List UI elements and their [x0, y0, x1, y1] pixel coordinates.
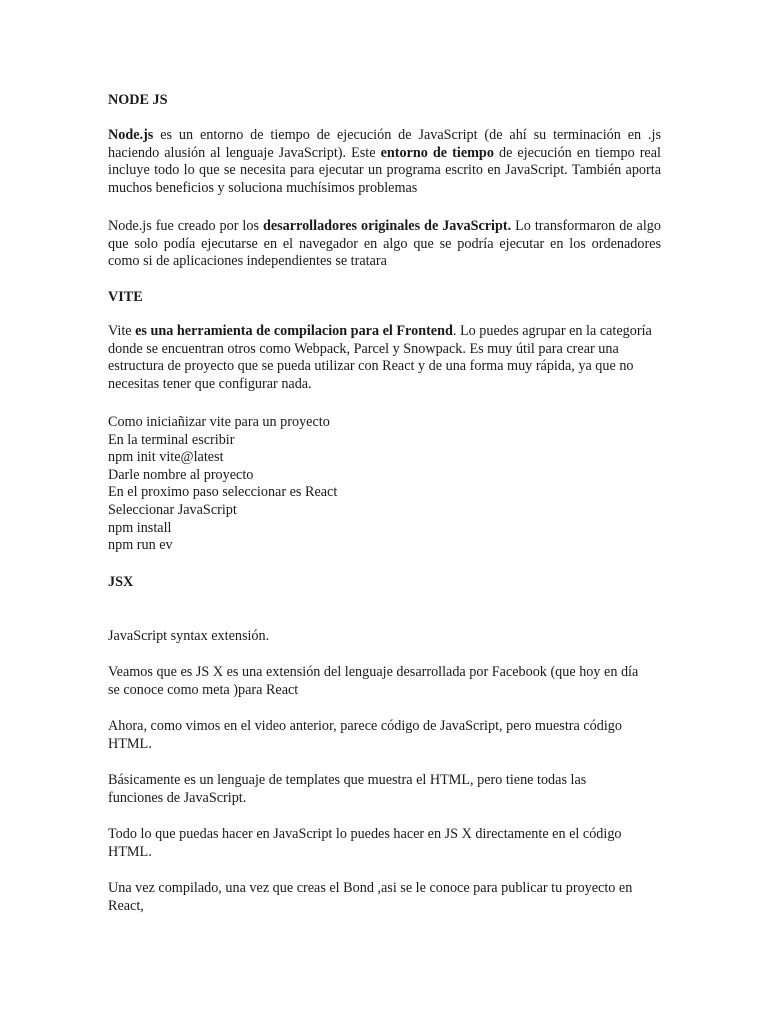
vite-step: En la terminal escribir: [108, 431, 235, 448]
paragraph-node-intro: [108, 127, 661, 197]
vite-step: npm init vite@latest: [108, 449, 224, 466]
paragraph-jsx-6: Una vez compilado, una vez que creas el Bond ,asi se le conoce para publicar tu proyecto en React,: [108, 880, 633, 914]
text-vite-intro-2: . Lo puedes agrupar en la categoría donde se encuentran otros como Webpack, Parcel y Snowpack. Es muy útil para crear una estructura de proyecto que se pueda utilizar con React y de una forma muy rápida, ya que no necesitas tener que configurar nada.: [108, 323, 652, 392]
paragraph-jsx-4: Básicamente es un lenguaje de templates que muestra el HTML, pero tiene todas las funciones de JavaScript.: [108, 772, 587, 806]
vite-steps-list: [108, 414, 661, 555]
heading-node-js: NODE JS: [108, 92, 168, 108]
text-node-intro-2: de ejecución en tiempo real incluye todo lo que se necesita para ejecutar un programa escrito en JavaScript. También aporta muchos beneficios y soluciona muchísimos problemas: [108, 144, 661, 196]
heading-jsx: JSX: [108, 574, 134, 590]
bold-desarrolladores: desarrolladores originales de JavaScript.: [262, 218, 512, 234]
paragraph-jsx-1: JavaScript syntax extensión.: [108, 628, 270, 644]
paragraph-jsx-5: Todo lo que puedas hacer en JavaScript lo puedes hacer en JS X directamente en el código HTML.: [108, 826, 622, 860]
document-page: [108, 0, 661, 1024]
text-vite-intro-1: Vite: [108, 323, 136, 339]
vite-step: Darle nombre al proyecto: [108, 466, 254, 483]
paragraph-node-origin: [108, 218, 661, 271]
text-node-origin-1: Node.js fue creado por los: [108, 218, 263, 234]
heading-vite: VITE: [108, 289, 143, 305]
vite-step: npm install: [108, 519, 172, 536]
bold-nodejs: Node.js: [108, 127, 154, 143]
paragraph-jsx-2: Veamos que es JS X es una extensión del lenguaje desarrollada por Facebook (que hoy en día se conoce como meta )para React: [108, 664, 639, 698]
vite-step: Como iniciañizar vite para un proyecto: [108, 414, 330, 430]
bold-entorno-de-tiempo: entorno de tiempo: [380, 144, 494, 161]
vite-step: Seleccionar JavaScript: [108, 501, 237, 518]
paragraph-jsx-3: Ahora, como vimos en el video anterior, parece código de JavaScript, pero muestra código HTML.: [108, 718, 622, 752]
vite-step: En el proximo paso seleccionar es React: [108, 484, 338, 501]
text-node-intro-1: es un entorno de tiempo de ejecución de JavaScript (de ahí su terminación en .js haciendo alusión al lenguaje JavaScript). Este: [108, 127, 661, 161]
paragraph-vite-intro: [108, 323, 653, 393]
text-node-origin-2: Lo transformaron de algo que solo podía ejecutarse en el navegador en algo que se podría ejecutar en los ordenadores como si de aplicaciones independientes se tratara: [108, 218, 661, 270]
bold-herramienta-compilacion: es una herramienta de compilacion para el Frontend: [135, 323, 453, 339]
vite-step: npm run ev: [108, 537, 173, 554]
